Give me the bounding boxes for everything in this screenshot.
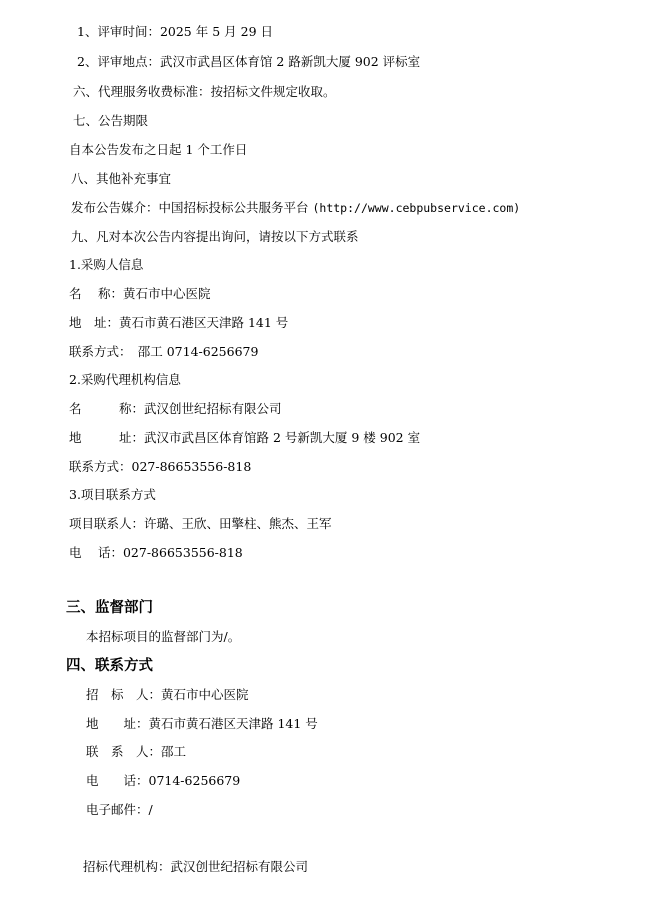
tenderer-phone: 电 话：0714-6256679	[86, 773, 241, 788]
other-title: 八、其他补充事宜	[71, 171, 172, 186]
contact-intro: 九、凡对本次公告内容提出询问，请按以下方式联系	[71, 229, 359, 244]
supervision-title: 三、监督部门	[66, 599, 153, 616]
agency-address: 地 址：武汉市武昌区体育馆路 2 号新凯大厦 9 楼 902 室	[69, 430, 421, 445]
agency-title: 2.采购代理机构信息	[69, 372, 181, 387]
media-url: (http://www.cebpubservice.com)	[312, 201, 521, 215]
purchaser-name: 名 称：黄石市中心医院	[69, 286, 211, 301]
notice-period-text: 自本公告发布之日起 1 个工作日	[69, 142, 248, 157]
notice-period-title: 七、公告期限	[73, 113, 149, 128]
project-phone: 电 话：027-86653556-818	[69, 545, 243, 560]
supervision-text: 本招标项目的监督部门为/。	[86, 629, 241, 644]
tenderer-email: 电子邮件：/	[86, 802, 153, 817]
project-people: 项目联系人：许璐、王欣、田擎柱、熊杰、王军	[69, 516, 332, 531]
media-line	[71, 200, 520, 216]
tenderer-address: 地 址：黄石市黄石港区天津路 141 号	[86, 716, 318, 731]
project-title: 3.项目联系方式	[69, 487, 156, 502]
purchaser-address: 地 址：黄石市黄石港区天津路 141 号	[69, 315, 289, 330]
tenderer-person: 联 系 人：邵工	[86, 744, 187, 759]
tenderer: 招 标 人：黄石市中心医院	[86, 687, 249, 702]
review-place: 2、评审地点：武汉市武昌区体育馆 2 路新凯大厦 902 评标室	[77, 54, 421, 69]
purchaser-title: 1.采购人信息	[69, 257, 144, 272]
purchaser-contact: 联系方式： 邵工 0714-6256679	[69, 344, 259, 359]
review-time: 1、评审时间：2025 年 5 月 29 日	[77, 24, 273, 39]
agency-footer: 招标代理机构：武汉创世纪招标有限公司	[83, 859, 309, 874]
agency-contact: 联系方式：027-86653556-818	[69, 459, 252, 474]
fee-standard: 六、代理服务收费标准：按招标文件规定收取。	[73, 84, 336, 99]
agency-name: 名 称：武汉创世纪招标有限公司	[69, 401, 282, 416]
media-prefix: 发布公告媒介：中国招标投标公共服务平台	[71, 200, 313, 215]
contact-title: 四、联系方式	[66, 657, 153, 674]
